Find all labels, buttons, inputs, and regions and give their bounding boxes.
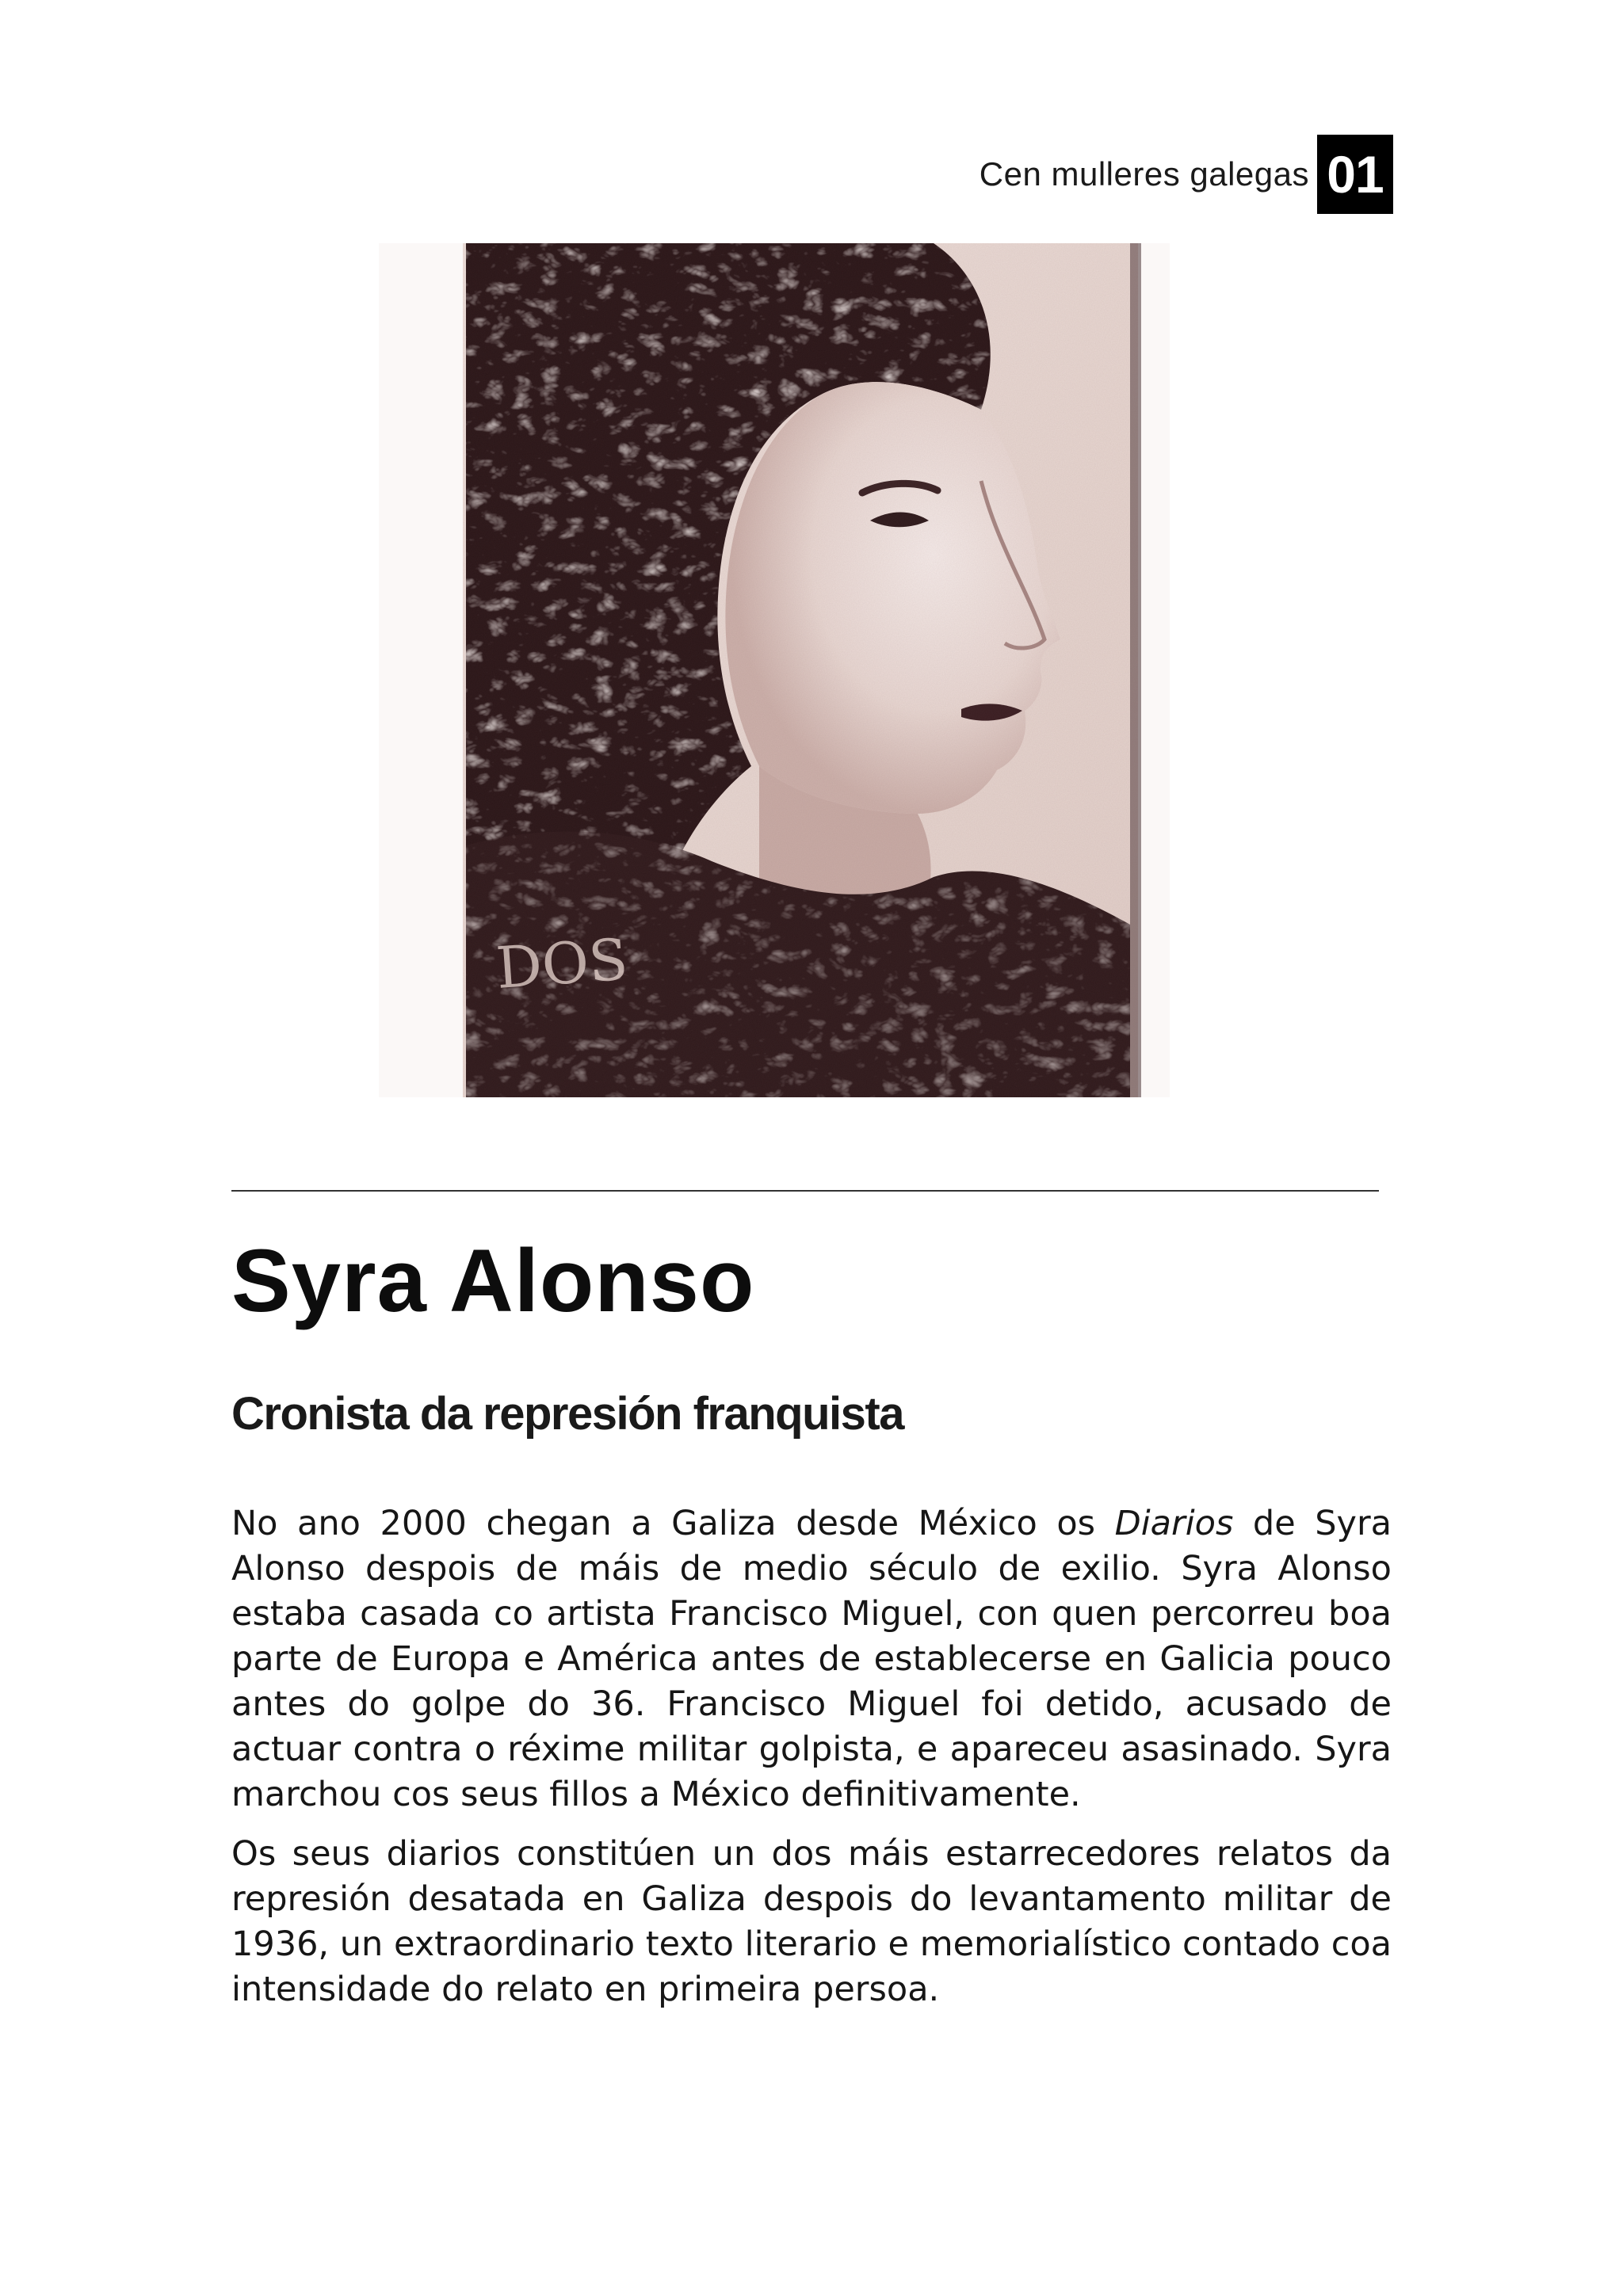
biography-paragraph-2: Os seus diarios constitúen un dos máis estarrecedores relatos da represión desatada en Galiza despois do levantamento militar de 1936, un extraordinario texto literario e memorialístico contado coa intensidade do relato en primeira persoa. bbox=[231, 1834, 1392, 2009]
biography-text bbox=[231, 1501, 1392, 2027]
portrait-photo bbox=[379, 243, 1170, 1097]
diarios-title: Diarios bbox=[1114, 1504, 1234, 1543]
biography-paragraph-1: No ano 2000 chegan a Galiza desde México os Diarios de Syra Alonso despois de máis de medio século de exilio. Syra Alonso estaba casada co artista Francisco Miguel, con quen percorreu boa parte de Europa e América antes de establecerse en Galicia pouco antes do golpe do 36. Francisco Miguel foi detido, acusado de actuar contra o réxime militar golpista, e apareceu asasinado. Syra marchou cos seus fillos a México definitivamente. bbox=[231, 1504, 1392, 1814]
issue-number-badge: 01 bbox=[1317, 135, 1393, 214]
person-subtitle: Cronista da represión franquista bbox=[231, 1388, 903, 1440]
person-name: Syra Alonso bbox=[231, 1231, 755, 1330]
section-divider bbox=[231, 1190, 1379, 1192]
series-title: Cen mulleres galegas bbox=[979, 155, 1309, 193]
page-header bbox=[980, 135, 1393, 214]
